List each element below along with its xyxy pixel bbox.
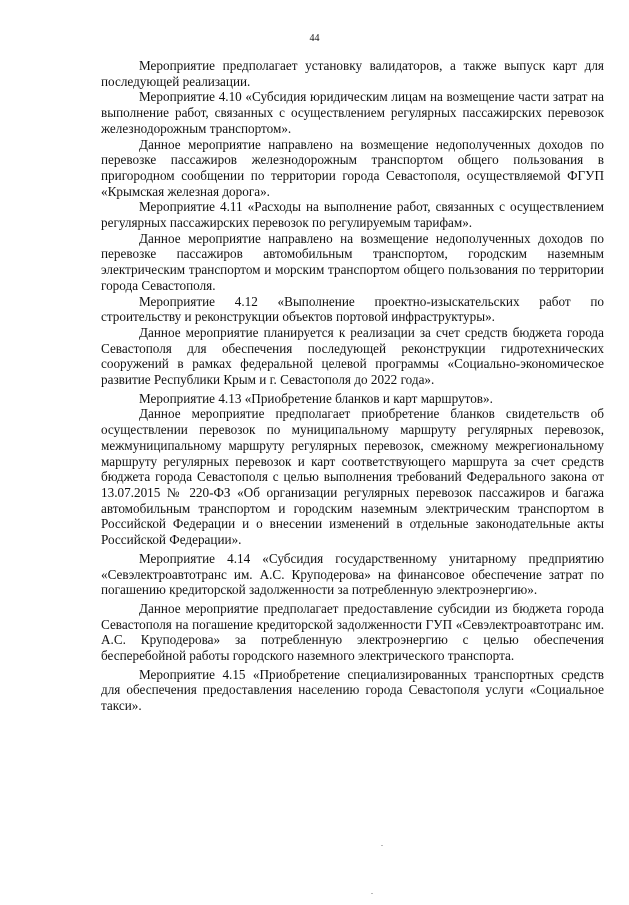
paragraph-4-14-description: Данное мероприятие предполагает предоставление субсидии из бюджета города Севастополя на погашение кредиторской задолженности ГУП «Севэлектроавтотранс им. А.С. Круподерова» за потребленную электроэнергию с целью обеспечения бесперебойной работы городского наземного электрического транспорта. bbox=[101, 600, 604, 664]
page-number: 44 bbox=[309, 33, 320, 44]
paragraph-measure-4-14: Мероприятие 4.14 «Субсидия государственному унитарному предприятию «Севэлектроавтотранс им. А.С. Круподерова» на финансовое обеспечение затрат по погашению кредиторской задолженности за потребленную электроэнергию». bbox=[101, 550, 604, 598]
paragraph-4-13-description: Данное мероприятие предполагает приобретение бланков свидетельств об осуществлении перевозок по муниципальному маршруту регулярных перевозок, межмуниципальному маршруту регулярных перевозок, смежному межрегиональному маршруту регулярных перевозок и карт соответствующего маршрута за счет средств бюджета города Севастополя с целью выполнения требований Федерального закона от 13.07.2015 № 220-ФЗ «Об организации регулярных перевозок пассажиров и багажа автомобильным транспортом и городским наземным электрическим транспортом в Российской Федерации и о внесении изменений в отдельные законодательные акты Российской Федерации». bbox=[101, 406, 604, 548]
paragraph-4-10-description: Данное мероприятие направлено на возмещение недополученных доходов по перевозке пассажиров железнодорожным транспортом общего пользования в пригородном сообщении по территории города Севастополя, осуществляемой ФГУП «Крымская железная дорога». bbox=[101, 136, 604, 199]
document-body bbox=[101, 58, 604, 714]
paragraph-validators: Мероприятие предполагает установку валидаторов, а также выпуск карт для последующей реализации. bbox=[101, 58, 604, 89]
paragraph-measure-4-13: Мероприятие 4.13 «Приобретение бланков и карт маршрутов». bbox=[139, 390, 493, 406]
paragraph-4-11-description: Данное мероприятие направлено на возмещение недополученных доходов по перевозке пассажиров автомобильным транспортом, городским наземным электрическим транспортом и морским транспортом общего пользования по территории города Севастополя. bbox=[101, 230, 604, 293]
paragraph-measure-4-11: Мероприятие 4.11 «Расходы на выполнение работ, связанных с осуществлением регулярных пассажирских перевозок по регулируемым тарифам». bbox=[101, 199, 604, 231]
paragraph-measure-4-10: Мероприятие 4.10 «Субсидия юридическим лицам на возмещение части затрат на выполнение работ, связанных с осуществлением регулярных пассажирских перевозок железнодорожным транспортом». bbox=[101, 89, 604, 136]
paragraph-4-12-description: Данное мероприятие планируется к реализации за счет средств бюджета города Севастополя для обеспечения последующей реконструкции гидротехнических сооружений в рамках федеральной целевой программы «Социально-экономическое развитие Республики Крым и г. Севастополя до 2022 года». bbox=[101, 324, 604, 388]
paragraph-measure-4-15: Мероприятие 4.15 «Приобретение специализированных транспортных средств для обеспечения предоставления населению города Севастополя услуги «Социальное такси». bbox=[101, 666, 604, 714]
scan-speck bbox=[381, 845, 383, 846]
paragraph-measure-4-12: Мероприятие 4.12 «Выполнение проектно-изыскательских работ по строительству и реконструкции объектов портовой инфраструктуры». bbox=[101, 293, 604, 325]
scan-speck bbox=[371, 893, 373, 894]
